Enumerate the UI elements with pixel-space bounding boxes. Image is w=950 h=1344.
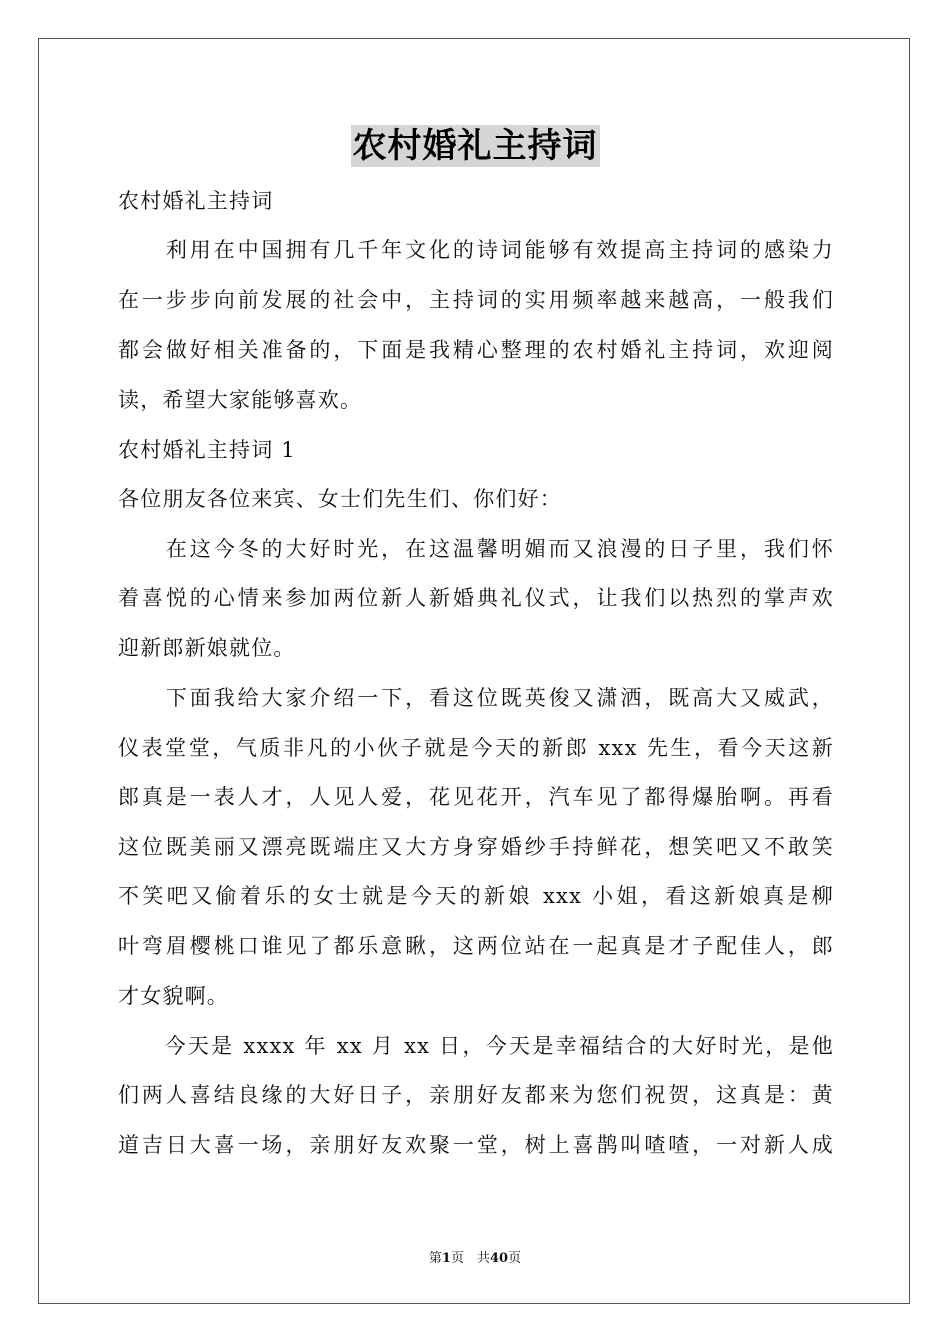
text-line: 这位既美丽又漂亮既端庄又大方身穿婚纱手持鲜花，想笑吧又不敢笑 [118,835,834,859]
title-container [0,125,950,167]
text-line: 今天是 xxxx 年 xx 月 xx 日，今天是幸福结合的大好时光，是他 [118,1034,834,1058]
footer-mid: 页 共 [450,1251,490,1266]
page-footer [0,1247,950,1266]
text-line: 们两人喜结良缘的大好日子，亲朋好友都来为您们祝贺，这真是：黄 [118,1083,834,1107]
text-line: 读，希望大家能够喜欢。 [118,388,363,412]
text-line: 在一步步向前发展的社会中，主持词的实用频率越来越高，一般我们 [118,288,834,312]
text-line: 叶弯眉樱桃口谁见了都乐意瞅，这两位站在一起真是才子配佳人，郎 [118,934,834,958]
text-line: 道吉日大喜一场，亲朋好友欢聚一堂，树上喜鹊叫喳喳，一对新人成 [118,1133,834,1157]
footer-prefix: 第 [428,1251,442,1266]
text-line: 利用在中国拥有几千年文化的诗词能够有效提高主持词的感染力 [118,238,834,262]
text-line: 农村婚礼主持词 1 [118,438,296,462]
footer-suffix: 页 [508,1251,522,1266]
text-line: 都会做好相关准备的，下面是我精心整理的农村婚礼主持词，欢迎阅 [118,338,834,362]
footer-page-number: 1 [441,1251,451,1266]
text-line: 才女貌啊。 [118,984,229,1008]
document-title: 农村婚礼主持词 [352,126,598,166]
text-line: 郎真是一表人才，人见人爱，花见花开，汽车见了都得爆胎啊。再看 [118,785,834,809]
text-line: 下面我给大家介绍一下，看这位既英俊又潇洒，既高大又威武， [118,686,834,710]
text-line: 不笑吧又偷着乐的女士就是今天的新娘 xxx 小姐，看这新娘真是柳 [118,884,834,908]
text-line: 仪表堂堂，气质非凡的小伙子就是今天的新郎 xxx 先生，看今天这新 [118,736,834,760]
text-line: 农村婚礼主持词 [118,189,274,213]
text-line: 在这今冬的大好时光，在这温馨明媚而又浪漫的日子里，我们怀 [118,537,834,561]
text-line: 各位朋友各位来宾、女士们先生们、你们好： [118,487,562,511]
text-line: 着喜悦的心情来参加两位新人新婚典礼仪式，让我们以热烈的掌声欢 [118,586,834,610]
page-border [38,38,910,1304]
text-line: 迎新郎新娘就位。 [118,636,296,660]
footer-total-pages: 40 [489,1251,509,1266]
